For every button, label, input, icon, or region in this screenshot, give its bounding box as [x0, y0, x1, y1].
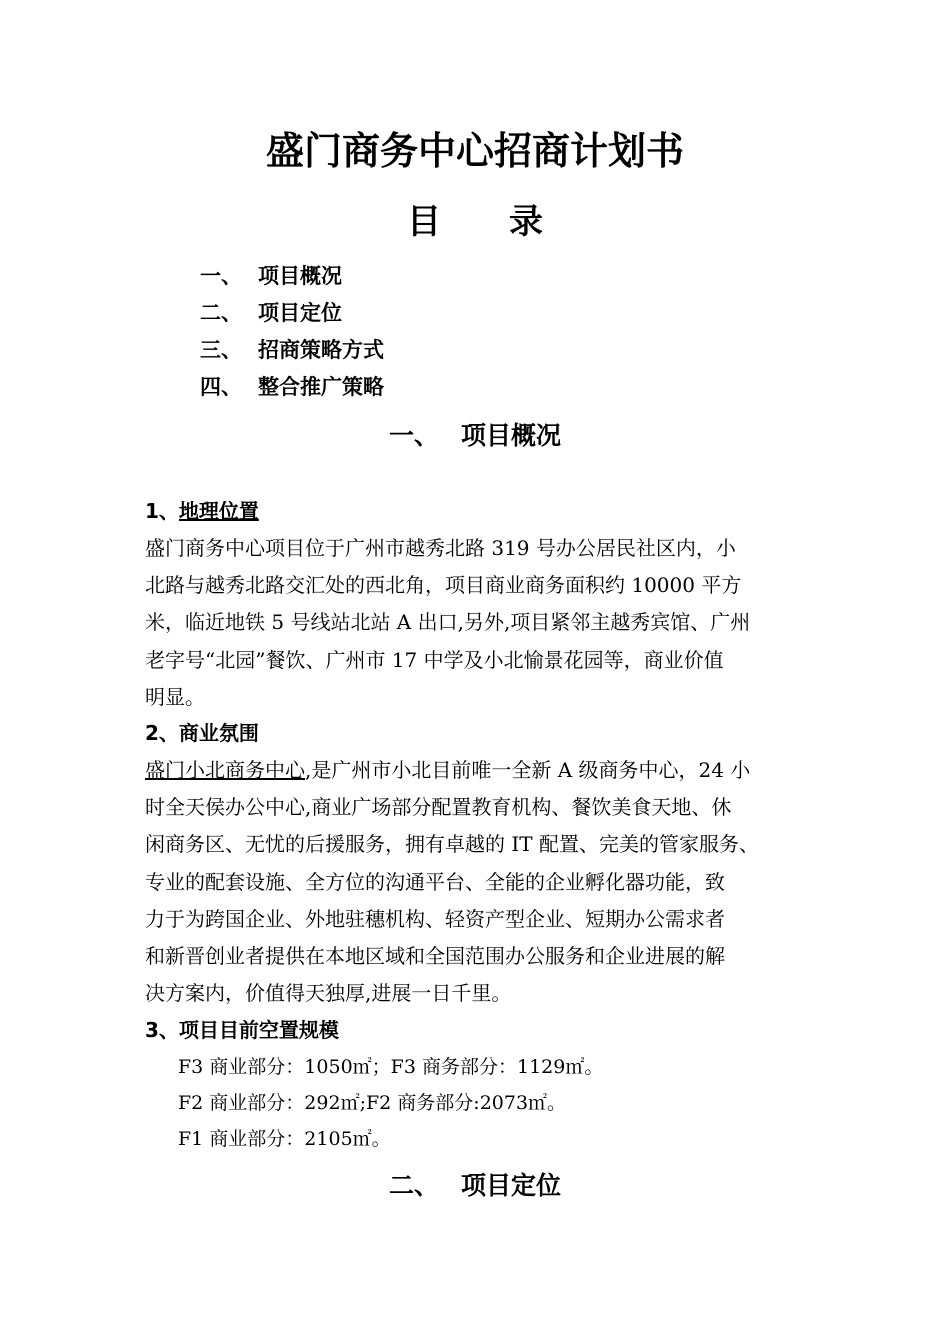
text-span: ,是广州市小北目前唯一全新 A 级商务中心，24 小 [305, 758, 751, 782]
paragraph-location [145, 530, 810, 716]
text-line [145, 752, 810, 789]
toc-item-label: 项目概况 [258, 264, 342, 288]
toc-heading [0, 200, 950, 244]
subheading-vacancy [145, 1012, 339, 1048]
toc-item-label: 整合推广策略 [258, 375, 384, 399]
vacancy-row: F1 商业部分：2105㎡。 [178, 1128, 391, 1150]
vacancy-row: F2 商业部分：292㎡;F2 商务部分:2073㎡。 [178, 1092, 567, 1114]
text-line: 闲商务区、无忧的后援服务，拥有卓越的 IT 配置、完美的管家服务、 [145, 832, 759, 857]
text-line: 决方案内，价值得天独厚,进展一日千里。 [145, 981, 512, 1006]
subheading-number: 1、 [145, 499, 179, 523]
document-title: 盛门商务中心招商计划书 [265, 129, 684, 173]
subheading-label: 商业氛围 [178, 721, 259, 745]
subheading-atmosphere [145, 715, 259, 751]
subheading-number: 3、 [145, 1018, 179, 1042]
toc-item-1[interactable] [200, 258, 384, 295]
toc-item-number: 一、 [200, 264, 242, 288]
section-number: 二、 [388, 1171, 439, 1200]
toc-heading-char-2: 录 [509, 202, 543, 242]
toc-item-3[interactable] [200, 332, 384, 369]
vacancy-list [178, 1049, 603, 1157]
toc-item-number: 二、 [200, 301, 242, 325]
section-number: 一、 [388, 421, 439, 450]
subheading-location [145, 493, 259, 529]
toc-item-number: 三、 [200, 338, 242, 362]
table-of-contents [200, 258, 384, 406]
text-line: 米，临近地铁 5 号线站北站 A 出口,另外,项目紧邻主越秀宾馆、广州 [145, 610, 751, 635]
text-line: 老字号“北园”餐饮、广州市 17 中学及小北愉景花园等，商业价值 [145, 647, 724, 672]
section-heading-1 [0, 418, 950, 454]
paragraph-atmosphere [145, 752, 810, 1012]
toc-heading-char-1: 目 [407, 202, 441, 242]
text-line: 北路与越秀北路交汇处的西北角，项目商业商务面积约 10000 平方 [145, 573, 742, 598]
subheading-label: 项目目前空置规模 [178, 1018, 339, 1042]
text-line: 和新晋创业者提供在本地区域和全国范围办公服务和企业进展的解 [145, 943, 725, 968]
toc-item-4[interactable] [200, 369, 384, 406]
project-name-link[interactable]: 盛门小北商务中心 [145, 758, 305, 782]
toc-item-number: 四、 [200, 375, 242, 399]
toc-item-label: 招商策略方式 [258, 338, 384, 362]
subheading-number: 2、 [145, 721, 179, 745]
section-label: 项目概况 [461, 421, 562, 450]
text-line: 明显。 [145, 684, 205, 709]
vacancy-row: F3 商业部分：1050㎡；F3 商务部分：1129㎡。 [178, 1056, 604, 1078]
section-heading-2 [0, 1168, 950, 1204]
text-line: 时全天侯办公中心,商业广场部分配置教育机构、餐饮美食天地、休 [145, 795, 732, 820]
toc-item-2[interactable] [200, 295, 384, 332]
section-label: 项目定位 [461, 1171, 562, 1200]
subheading-label: 地理位置 [178, 499, 259, 523]
text-line: 专业的配套设施、全方位的沟通平台、全能的企业孵化器功能，致 [145, 869, 725, 894]
toc-item-label: 项目定位 [258, 301, 342, 325]
text-line: 盛门商务中心项目位于广州市越秀北路 319 号办公居民社区内，小 [145, 536, 736, 560]
text-line: 力于为跨国企业、外地驻穗机构、轻资产型企业、短期办公需求者 [145, 906, 725, 931]
